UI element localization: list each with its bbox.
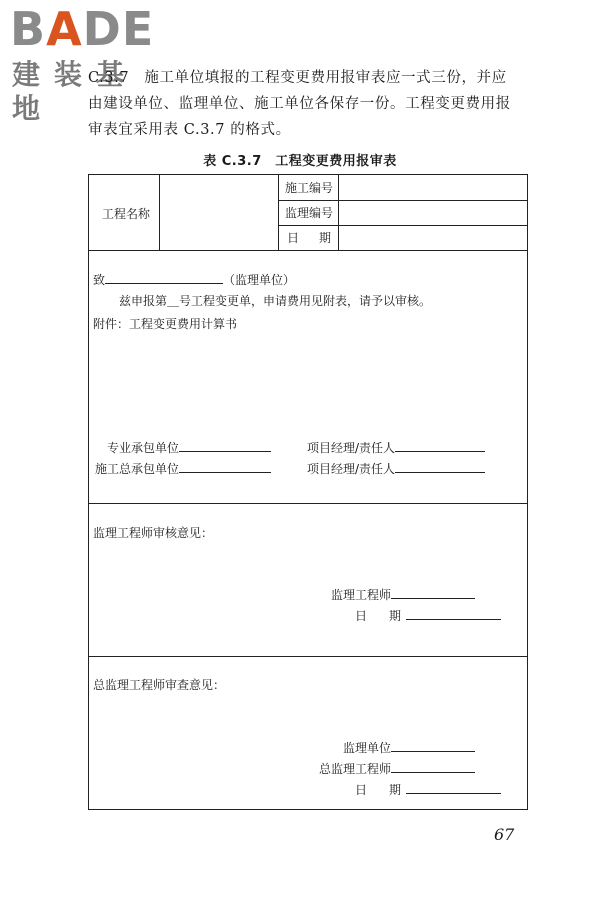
attachment-note: 附件：工程变更费用计算书 (93, 317, 238, 331)
supervision-no-label: 监理编号 (285, 206, 334, 220)
to-prefix: 致 (93, 273, 106, 287)
chief-date-blank (406, 781, 501, 794)
divider (89, 503, 527, 504)
supervisor-date-line (355, 607, 501, 624)
supervisor-review-title: 监理工程师审核意见： (93, 526, 214, 540)
divider (338, 175, 339, 250)
pm-blank-2 (395, 460, 485, 473)
supervision-unit-blank (391, 739, 475, 752)
supervisor-date-label: 日 期 (355, 609, 407, 623)
addressee-line (93, 271, 295, 288)
chief-engineer-label: 总监理工程师 (319, 762, 392, 776)
application-body: 兹申报第＿号工程变更单，申请费用见附表，请予以审核。 (119, 294, 432, 308)
chief-date-line (355, 781, 501, 798)
pm-blank-1 (395, 439, 485, 452)
divider (89, 656, 527, 657)
divider (89, 250, 527, 251)
construction-no-label: 施工编号 (285, 181, 334, 195)
general-contractor-line (95, 460, 271, 477)
chief-review-title: 总监理工程师审查意见： (93, 678, 226, 692)
logo-text: BADE (10, 2, 155, 56)
addressee-blank (105, 271, 223, 284)
general-contractor-label: 施工总承包单位 (95, 462, 180, 476)
chief-engineer-blank (391, 760, 475, 773)
divider (278, 225, 528, 226)
divider (278, 200, 528, 201)
general-contractor-blank (179, 460, 271, 473)
logo-subtitle: 建装基地 (12, 58, 139, 125)
divider (278, 175, 279, 250)
supervisor-engineer-line (331, 586, 475, 603)
pm-line-2 (307, 460, 485, 477)
divider (159, 175, 160, 250)
intro-line-1: C.3.7 施工单位填报的工程变更费用报审表应一式三份，并应 (88, 70, 507, 86)
page-number: 67 (494, 825, 515, 844)
sub-contractor-label: 专业承包单位 (107, 441, 180, 455)
chief-date-label: 日 期 (355, 783, 407, 797)
project-name-label: 工程名称 (102, 207, 151, 221)
intro-line-3: 审表宜采用表 C.3.7 的格式。 (88, 122, 291, 138)
intro-line-2: 由建设单位、监理单位、施工单位各保存一份。工程变更费用报 (88, 96, 511, 112)
pm-label-2: 项目经理/责任人 (307, 462, 396, 476)
change-cost-form (88, 174, 528, 810)
table-caption: 表 C.3.7 工程变更费用报审表 (203, 154, 397, 169)
supervisor-engineer-blank (391, 586, 475, 599)
pm-line-1 (307, 439, 485, 456)
chief-engineer-line (319, 760, 475, 777)
supervision-unit-line (343, 739, 475, 756)
pm-label-1: 项目经理/责任人 (307, 441, 396, 455)
sub-contractor-blank (179, 439, 271, 452)
supervisor-date-blank (406, 607, 501, 620)
date-label: 日 期 (287, 231, 336, 245)
supervision-unit-label: 监理单位 (343, 741, 392, 755)
to-suffix: （监理单位） (223, 273, 296, 287)
sub-contractor-line (107, 439, 271, 456)
supervisor-engineer-label: 监理工程师 (331, 588, 392, 602)
